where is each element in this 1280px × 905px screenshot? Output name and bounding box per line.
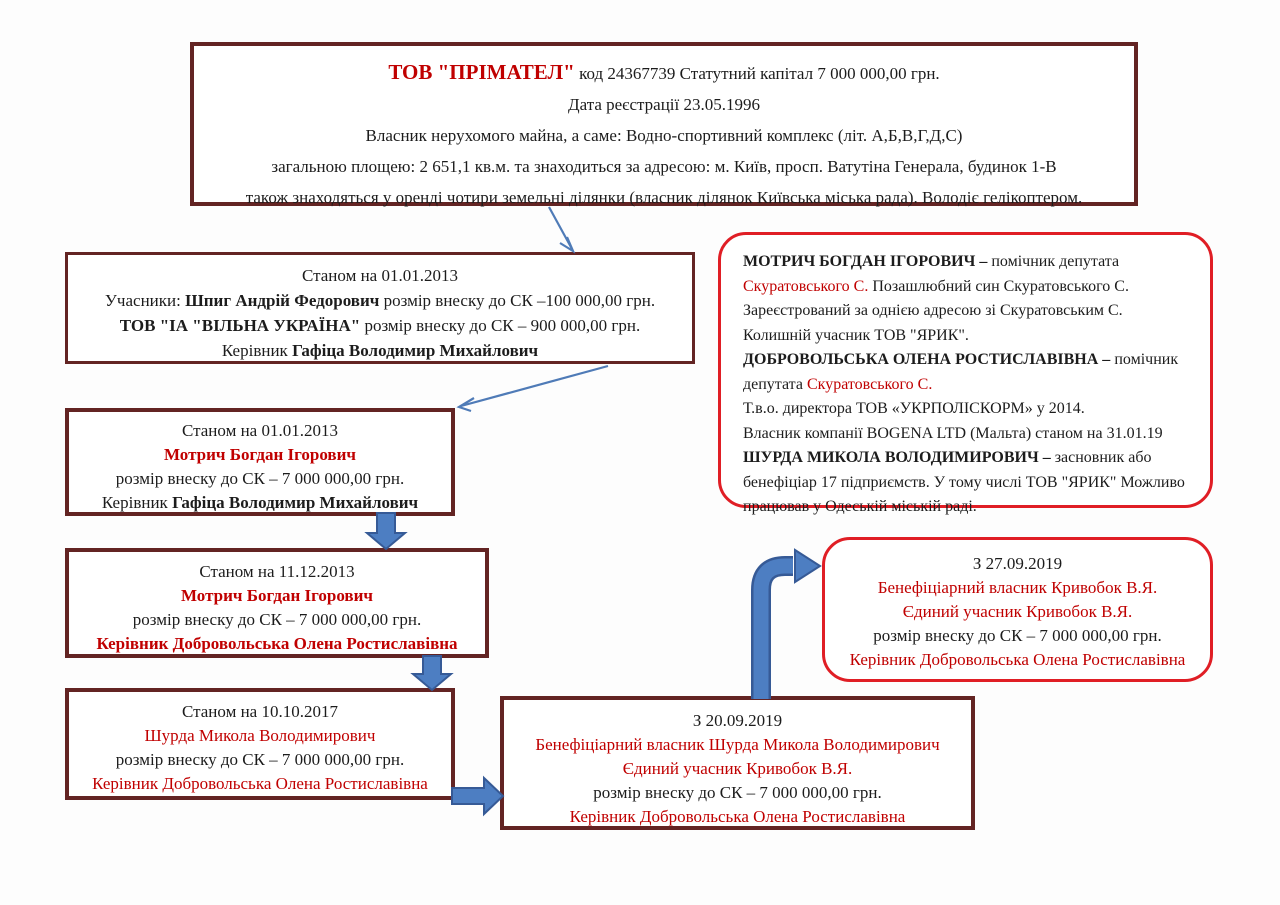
text-line: Станом на 01.01.2013 xyxy=(182,421,338,440)
arrow-2013-to-motrych-icon xyxy=(459,366,608,411)
text-line: Керівник Добровольська Олена Ростиславівна xyxy=(569,807,906,826)
text-line: МОТРИЧ БОГДАН ІГОРОВИЧ – помічник депутата xyxy=(743,253,1120,270)
text-line: Єдиний учасник Кривобок В.Я. xyxy=(902,602,1133,621)
text-line: Бенефіціарний власник Шурда Микола Володимирович xyxy=(535,735,940,754)
state-2013-participants-box xyxy=(65,252,695,364)
arrow-2019-to-2019-27-icon xyxy=(761,550,820,699)
persons-dossier-box xyxy=(718,232,1213,515)
text-line: ТОВ "ІА "ВІЛЬНА УКРАЇНА" розмір внеску до СК – 900 000,00 грн. xyxy=(119,316,641,335)
text-line: Керівник Гафіца Володимир Михайлович xyxy=(221,341,539,360)
text-line: З 27.09.2019 xyxy=(972,554,1063,573)
text-line: ТОВ "ПРІМАТЕЛ" код 24367739 Статутний капітал 7 000 000,00 грн. xyxy=(388,60,940,84)
company-primatel-box xyxy=(190,42,1138,206)
text-line: Власник компанії BOGENA LTD (Мальта) станом на 31.01.19 xyxy=(743,424,1163,442)
text-line: Станом на 01.01.2013 xyxy=(302,266,458,285)
text-line: Власник нерухомого майна, а саме: Водно-спортивний комплекс (літ. А,Б,В,Г,Д,С) xyxy=(365,126,963,145)
text-line: Єдиний учасник Кривобок В.Я. xyxy=(622,759,853,778)
text-line: Бенефіціарний власник Кривобок В.Я. xyxy=(877,578,1158,597)
text-line: Мотрич Богдан Ігорович xyxy=(180,586,373,605)
text-line: Станом на 10.10.2017 xyxy=(182,702,338,721)
text-line: працював у Одеській міській раді. xyxy=(743,498,977,515)
arrow-2017-to-2019-icon xyxy=(452,778,503,814)
text-line: розмір внеску до СК – 7 000 000,00 грн. xyxy=(873,626,1162,645)
text-line: бенефіціар 17 підприємств. У тому числі ТОВ "ЯРИК" Можливо xyxy=(743,473,1185,491)
text-line: Дата реєстрації 23.05.1996 xyxy=(568,95,760,114)
text-line: Скуратовського С. Позашлюбний син Скуратовського С. xyxy=(743,277,1129,295)
text-line: депутата Скуратовського С. xyxy=(743,375,933,393)
text-line: З 20.09.2019 xyxy=(692,711,783,730)
text-line: розмір внеску до СК – 7 000 000,00 грн. xyxy=(115,469,405,488)
text-line: Станом на 11.12.2013 xyxy=(199,562,355,581)
text-line: ШУРДА МИКОЛА ВОЛОДИМИРОВИЧ – засновник або xyxy=(743,449,1152,466)
text-line: розмір внеску до СК – 7 000 000,00 грн. xyxy=(593,783,882,802)
arrow-motrych-to-2013-12-icon xyxy=(367,513,405,549)
state-2017-box xyxy=(65,688,455,800)
text-line: Керівник Добровольська Олена Ростиславівна xyxy=(96,634,458,653)
text-line: Мотрич Богдан Ігорович xyxy=(163,445,356,464)
text-line: розмір внеску до СК – 7 000 000,00 грн. xyxy=(132,610,422,629)
text-line: Керівник Гафіца Володимир Михайлович xyxy=(101,493,419,512)
state-2019-09-27-box xyxy=(822,537,1213,682)
state-2019-09-20-box xyxy=(500,696,975,830)
text-line: ДОБРОВОЛЬСЬКА ОЛЕНА РОСТИСЛАВІВНА – помічник xyxy=(743,351,1179,368)
text-line: Колишній учасник ТОВ "ЯРИК". xyxy=(743,326,969,344)
text-line: також знаходяться у оренді чотири земельні ділянки (власник ділянок Київська міська рада). Володіє гелікоптером. xyxy=(245,188,1083,207)
text-line: Керівник Добровольська Олена Ростиславівна xyxy=(92,774,428,793)
text-line: Шурда Микола Володимирович xyxy=(144,726,376,745)
text-line: Учасники: Шпиг Андрій Федорович розмір внеску до СК –100 000,00 грн. xyxy=(104,291,656,310)
text-line: Т.в.о. директора ТОВ «УКРПОЛІСКОРМ» у 2014. xyxy=(743,400,1085,417)
arrow-2013-12-to-2017-icon xyxy=(413,656,451,690)
state-2013-motrych-box xyxy=(65,408,455,516)
text-line: загальною площею: 2 651,1 кв.м. та знаходиться за адресою: м. Київ, просп. Ватутіна Генерала, будинок 1-В xyxy=(271,157,1057,176)
arrow-primatel-to-2013-icon xyxy=(549,207,573,251)
text-line: Зареєстрований за однією адресою зі Скуратовським С. xyxy=(743,302,1123,319)
text-line: розмір внеску до СК – 7 000 000,00 грн. xyxy=(115,750,405,769)
text-line: Керівник Добровольська Олена Ростиславівна xyxy=(849,650,1186,669)
state-2013-12-box xyxy=(65,548,489,658)
